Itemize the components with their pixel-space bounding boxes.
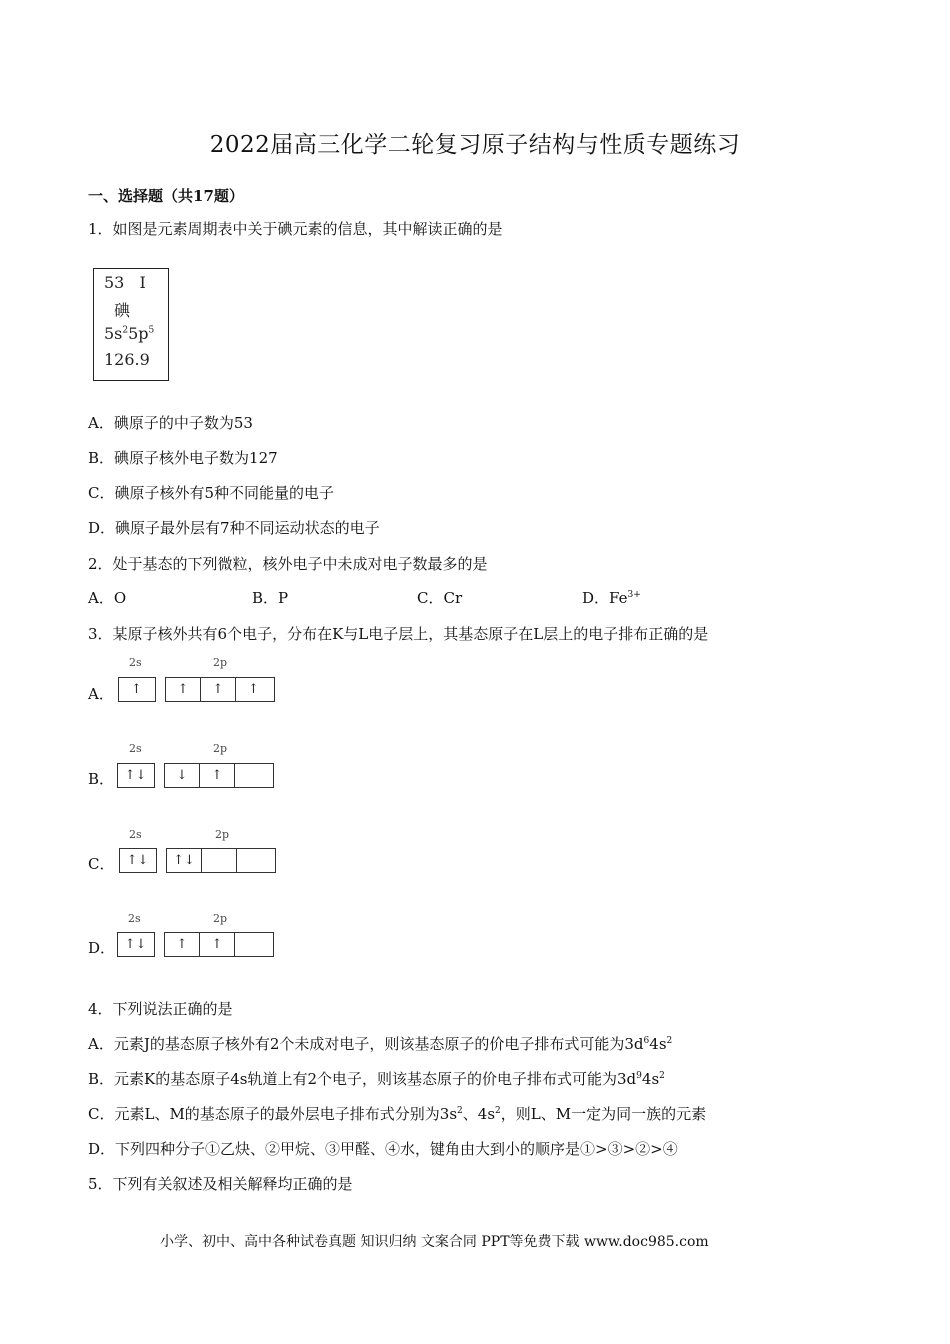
q2-option-a: A．O (88, 589, 127, 607)
q1-option-a: A．碘原子的中子数为53 (88, 414, 253, 432)
page-title: 2022届高三化学二轮复习原子结构与性质专题练习 (209, 132, 741, 158)
orbital-label-2s: 2s (129, 742, 142, 755)
q4-a-sup1: 6 (643, 1036, 650, 1046)
orbital-cell (235, 933, 270, 956)
orbital-label-2s: 2s (129, 828, 142, 841)
q1-option-d: D．碘原子最外层有7种不同运动状态的电子 (88, 519, 380, 537)
element-number: 53 (104, 273, 125, 292)
orbital-label-2p: 2p (215, 828, 230, 841)
q4-option-c (88, 1104, 706, 1124)
q3-c-2s-box (119, 848, 157, 873)
orbital-cell: ↑ (131, 682, 142, 697)
q5-stem: 5．下列有关叙述及相关解释均正确的是 (88, 1175, 353, 1193)
q4-stem: 4．下列说法正确的是 (88, 1000, 233, 1018)
q4-b-sup2: 2 (659, 1071, 665, 1081)
q4-a-mid: 4s (649, 1035, 667, 1053)
q2-option-d-text: D．Fe (582, 589, 628, 607)
q4-a-sup2: 2 (666, 1036, 673, 1046)
q2-option-b: B．P (252, 589, 289, 607)
orbital-cell: ↑ (200, 764, 235, 787)
q3-option-a-letter: A． (88, 685, 114, 703)
orbital-label-2s: 2s (128, 912, 141, 925)
orbital-label-2p: 2p (213, 912, 228, 925)
orbital-cell: ↑ (201, 678, 236, 701)
q3-d-2s-box (117, 932, 155, 957)
section-heading: 一、选择题（共17题） (88, 187, 244, 205)
orbital-cell: ↑↓ (167, 849, 202, 872)
page-footer[interactable]: 小学、初中、高中各种试卷真题 知识归纳 文案合同 PPT等免费下载 www.doc985.com (160, 1234, 709, 1250)
q2-option-d (582, 588, 641, 608)
q3-option-b-letter: B． (88, 770, 115, 788)
orbital-cell: ↓ (165, 764, 200, 787)
config-5p-sup: 5 (148, 325, 155, 336)
q4-b-mid: 4s (641, 1070, 660, 1088)
orbital-cell (202, 849, 237, 872)
q3-d-2p-box (164, 932, 274, 957)
orbital-cell: ↑ (248, 682, 259, 697)
orbital-cell: ↑↓ (124, 937, 147, 952)
q4-a-text: A．元素J的基态原子核外有2个未成对电子，则该基态原子的价电子排布式可能为3d (88, 1035, 644, 1053)
element-name: 碘 (114, 301, 131, 320)
q2-option-d-charge: 3+ (627, 590, 641, 600)
q4-c-sup2: 2 (495, 1106, 501, 1116)
q4-option-a (88, 1034, 672, 1054)
orbital-label-2p: 2p (213, 656, 228, 669)
q3-option-c-letter: C． (88, 855, 115, 873)
orbital-cell: ↑↓ (126, 853, 149, 868)
orbital-label-2p: 2p (213, 742, 228, 755)
q4-b-text: B．元素K的基态原子4s轨道上有2个电子，则该基态原子的价电子排布式可能为3d (88, 1070, 637, 1088)
q4-c-post: ，则L、M一定为同一族的元素 (500, 1105, 707, 1123)
q1-option-b: B．碘原子核外电子数为127 (88, 449, 278, 467)
q3-a-2p-box (165, 677, 275, 702)
element-mass: 126.9 (104, 350, 150, 369)
config-5s: 5s (104, 324, 123, 343)
config-5p: 5p (128, 324, 149, 343)
orbital-cell (237, 849, 272, 872)
element-config (104, 324, 154, 343)
orbital-label-2s: 2s (129, 656, 142, 669)
q2-stem: 2．处于基态的下列微粒，核外电子中未成对电子数最多的是 (88, 555, 488, 573)
q2-option-c: C．Cr (417, 589, 463, 607)
orbital-cell: ↑ (200, 933, 235, 956)
q4-c-mid: 、4s (462, 1105, 496, 1123)
orbital-cell (235, 764, 270, 787)
element-number-symbol (104, 273, 146, 292)
q4-c-sup1: 2 (457, 1106, 463, 1116)
q3-b-2p-box (164, 763, 274, 788)
q3-c-2p-box (166, 848, 276, 873)
q4-b-sup1: 9 (636, 1071, 642, 1081)
orbital-cell: ↑ (166, 678, 201, 701)
iodine-element-card (93, 268, 169, 381)
q4-c-text: C．元素L、M的基态原子的最外层电子排布式分别为3s (88, 1105, 458, 1123)
config-5s-sup: 2 (122, 325, 129, 336)
q3-stem: 3．某原子核外共有6个电子，分布在K与L电子层上，其基态原子在L层上的电子排布正确的是 (88, 625, 709, 643)
q4-option-b (88, 1069, 665, 1089)
q3-option-d-letter: D． (88, 939, 116, 957)
orbital-cell: ↑ (165, 933, 200, 956)
q1-stem: 1．如图是元素周期表中关于碘元素的信息，其中解读正确的是 (88, 220, 503, 238)
orbital-cell: ↑↓ (124, 768, 147, 783)
q1-option-c: C．碘原子核外有5种不同能量的电子 (88, 484, 335, 502)
q4-option-d: D．下列四种分子①乙炔、②甲烷、③甲醛、④水，键角由大到小的顺序是①>③>②>④ (88, 1140, 678, 1158)
q3-a-2s-box (118, 677, 156, 702)
q3-b-2s-box (117, 763, 155, 788)
element-symbol: I (139, 273, 146, 292)
